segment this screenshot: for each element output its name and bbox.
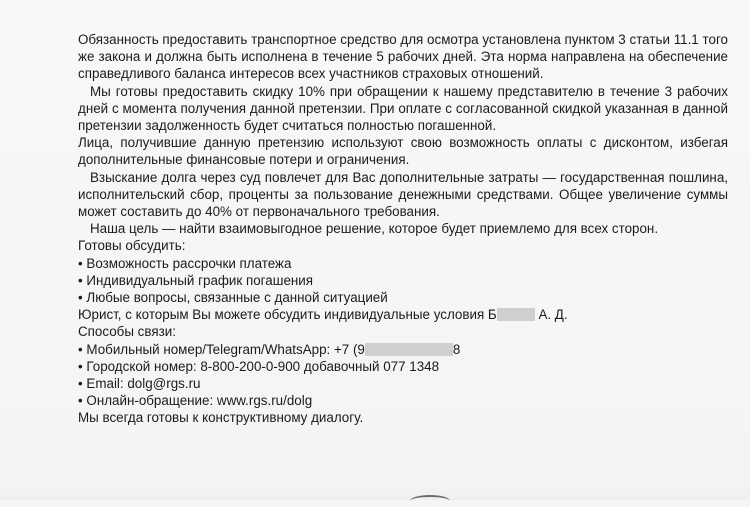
paragraph-goal: Наша цель — найти взаимовыгодное решение, которое будет приемлемо для всех сторон. <box>90 221 659 237</box>
contacts-heading: Способы связи: <box>78 324 176 340</box>
mobile-suffix: 8 <box>452 341 461 357</box>
discuss-heading: Готовы обсудить: <box>78 238 186 254</box>
paragraph-inspection-obligation: Обязанность предоставить транспортное средство для осмотра установлена пунктом 3 статьи 11.1 того же закона и должна быть исполнена в течение 5 рабочих дней. Эта норма направлена на обеспечение справедливого баланса интересов всех участников страховых отношений. <box>78 32 728 82</box>
contact-city-phone: • Городской номер: 8-800-200-0-900 добавочный 077 1348 <box>78 358 440 374</box>
mobile-prefix: • Мобильный номер/Telegram/WhatsApp: +7 (9 <box>78 341 365 357</box>
redaction-phone-number <box>365 343 453 356</box>
contact-mobile <box>78 341 728 358</box>
discuss-item-questions: • Любые вопросы, связанные с данной ситуацией <box>78 290 388 306</box>
redaction-lawyer-name <box>497 308 535 321</box>
lawyer-prefix: Юрист, с которым Вы можете обсудить индивидуальные условия Б <box>78 307 497 323</box>
page-edge-shadow <box>0 480 750 500</box>
contact-email: • Email: dolg@rgs.ru <box>78 376 201 392</box>
lawyer-line <box>78 306 728 323</box>
discuss-item-installment: • Возможность рассрочки платежа <box>78 255 292 271</box>
discuss-item-schedule: • Индивидуальный график погашения <box>78 272 314 288</box>
contact-online: • Онлайн-обращение: www.rgs.ru/dolg <box>78 393 313 409</box>
paragraph-court-costs: Взыскание долга через суд повлечет для Вас дополнительные затраты — государственная пошлина, исполнительский сбор, проценты за пользование денежными средствами. Общее увеличение суммы может составить до 40% от первоначального требования. <box>78 169 728 220</box>
closing-line: Мы всегда готовы к конструктивному диалогу. <box>78 410 364 426</box>
paragraph-discount-usage: Лица, получившие данную претензию используют свою возможность оплаты с дисконтом, избегая дополнительные финансовые потери и ограничения. <box>78 135 728 168</box>
letter-body <box>78 31 728 427</box>
paragraph-discount-offer: Мы готовы предоставить скидку 10% при обращении к нашему представителю в течение 3 рабочих дней с момента получения данной претензии. При оплате с согласованной скидкой указанная в данной претензии задолженность будет считаться полностью погашенной. <box>78 83 728 134</box>
scan-artifact-mark <box>410 495 450 507</box>
lawyer-suffix: А. Д. <box>534 307 568 323</box>
